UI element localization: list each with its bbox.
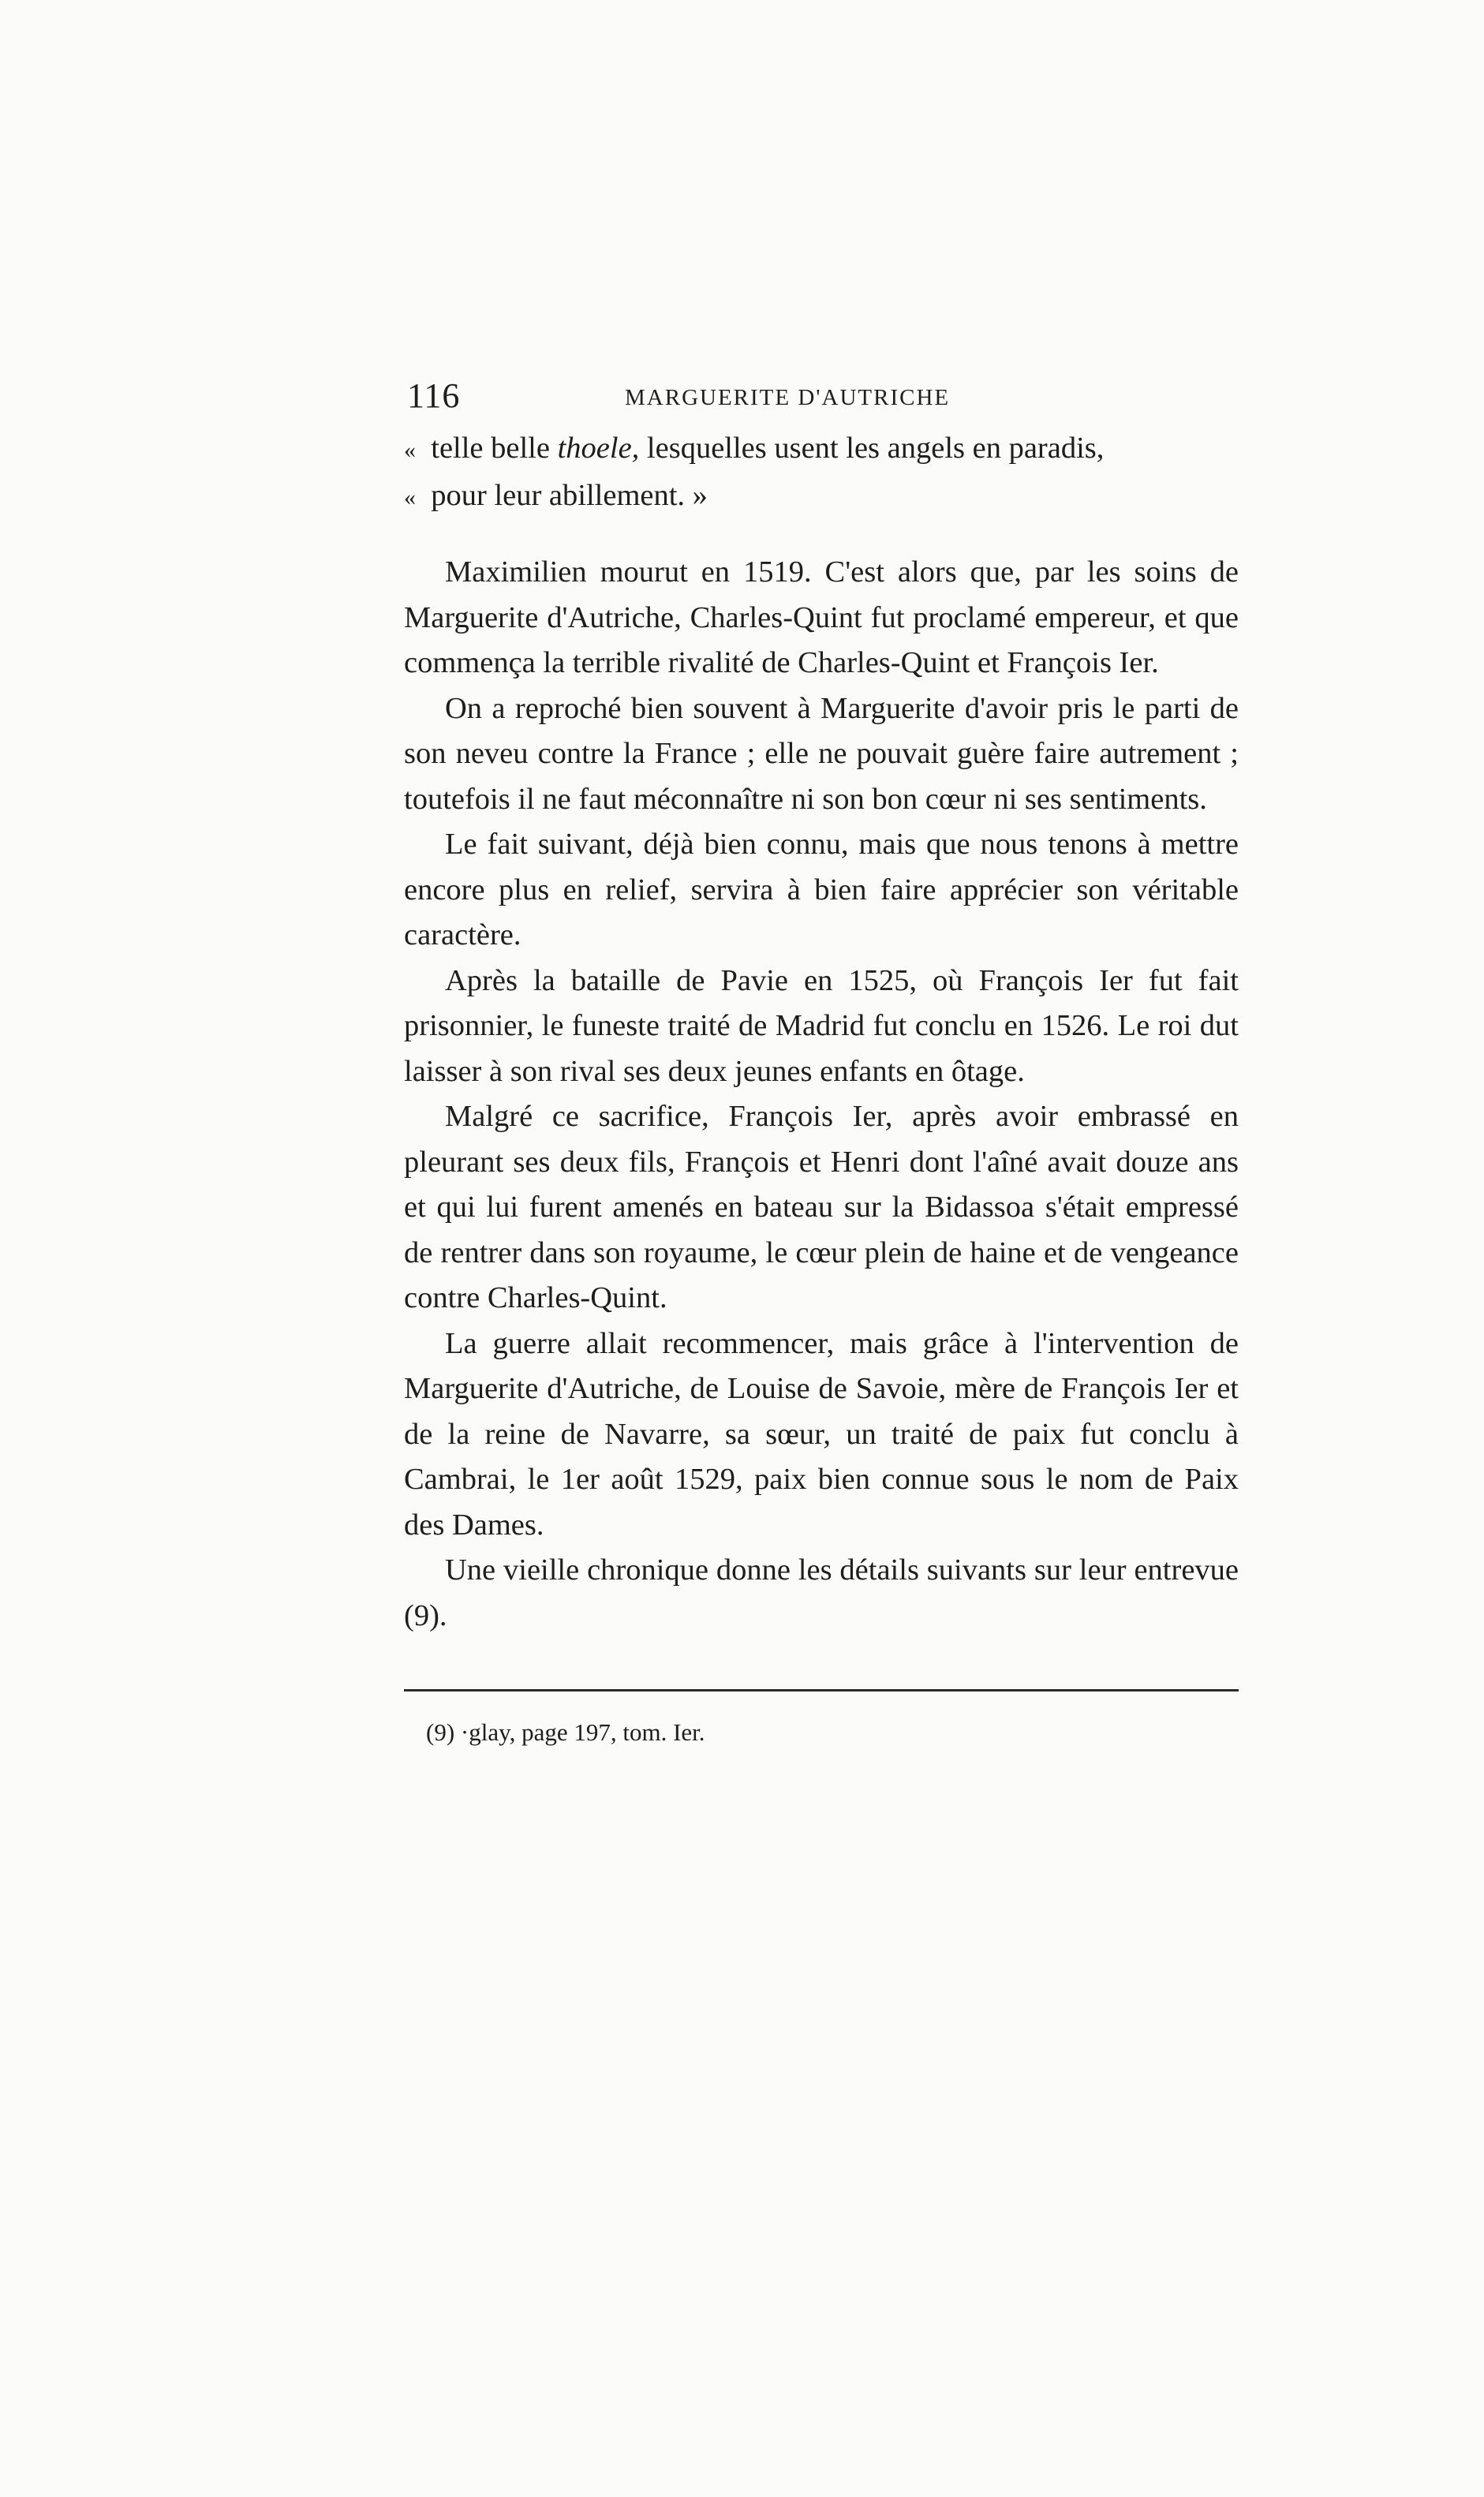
paragraph-2: On a reproché bien souvent à Marguerite d'avoir pris le parti de son neveu contre la France ; elle ne pouvait guère faire autrement ; toutefois il ne faut méconnaître ni son bon cœur ni ses sentiments. [404,691,1239,816]
paragraph-6: La guerre allait recommencer, mais grâce à l'intervention de Marguerite d'Autriche, de Louise de Savoie, mère de François Ier et de la reine de Navarre, sa sœur, un traité de paix fut conclu à Cambrai, le 1er août 1529, paix bien connue sous le nom de Paix des Dames. [404,1326,1239,1542]
quote-text-post: lesquelles usent les angels en paradis, [639,432,1105,465]
footnote: (9) ·glay, page 197, tom. Ier. [426,1718,705,1746]
quote-text-2: pour leur abillement. » [431,478,708,512]
quote-italic-word: thoele, [557,432,640,465]
paragraph-5: Malgré ce sacrifice, François Ier, après avoir embrassé en pleurant ses deux fils, François et Henri dont l'aîné avait douze ans et qui lui furent amenés en bateau sur la Bidassoa s'était empressé de rentrer dans son royaume, le cœur plein de haine et de vengeance contre Charles-Quint. [404,1100,1239,1314]
paragraph-3: Le fait suivant, déjà bien connu, mais que nous tenons à mettre encore plus en relief, servira à bien faire apprécier son véritable caractère. [404,828,1239,951]
book-page [404,371,1239,1750]
paragraph-1: Maximilien mourut en 1519. C'est alors que, par les soins de Marguerite d'Autriche, Charles-Quint fut proclamé empereur, et que commença la terrible rivalité de Charles-Quint et François Ier. [404,555,1239,679]
quote-block [404,426,1239,520]
page-header [404,371,1239,426]
quote-open-mark: « [404,437,416,463]
quote-line-1 [404,426,1239,473]
running-title: MARGUERITE D'AUTRICHE [625,385,951,410]
quote-line-2 [404,473,1239,521]
quote-open-mark-2: « [404,484,416,510]
footnote-divider [404,1689,1239,1691]
page-number: 116 [407,376,461,415]
paragraph-7: Une vieille chronique donne les détails suivants sur leur entrevue (9). [404,1553,1239,1632]
quote-text-pre: telle belle [431,432,558,465]
paragraph-4: Après la bataille de Pavie en 1525, où François Ier fut fait prisonnier, le funeste traité de Madrid fut conclu en 1526. Le roi dut laisser à son rival ses deux jeunes enfants en ôtage. [404,963,1239,1088]
